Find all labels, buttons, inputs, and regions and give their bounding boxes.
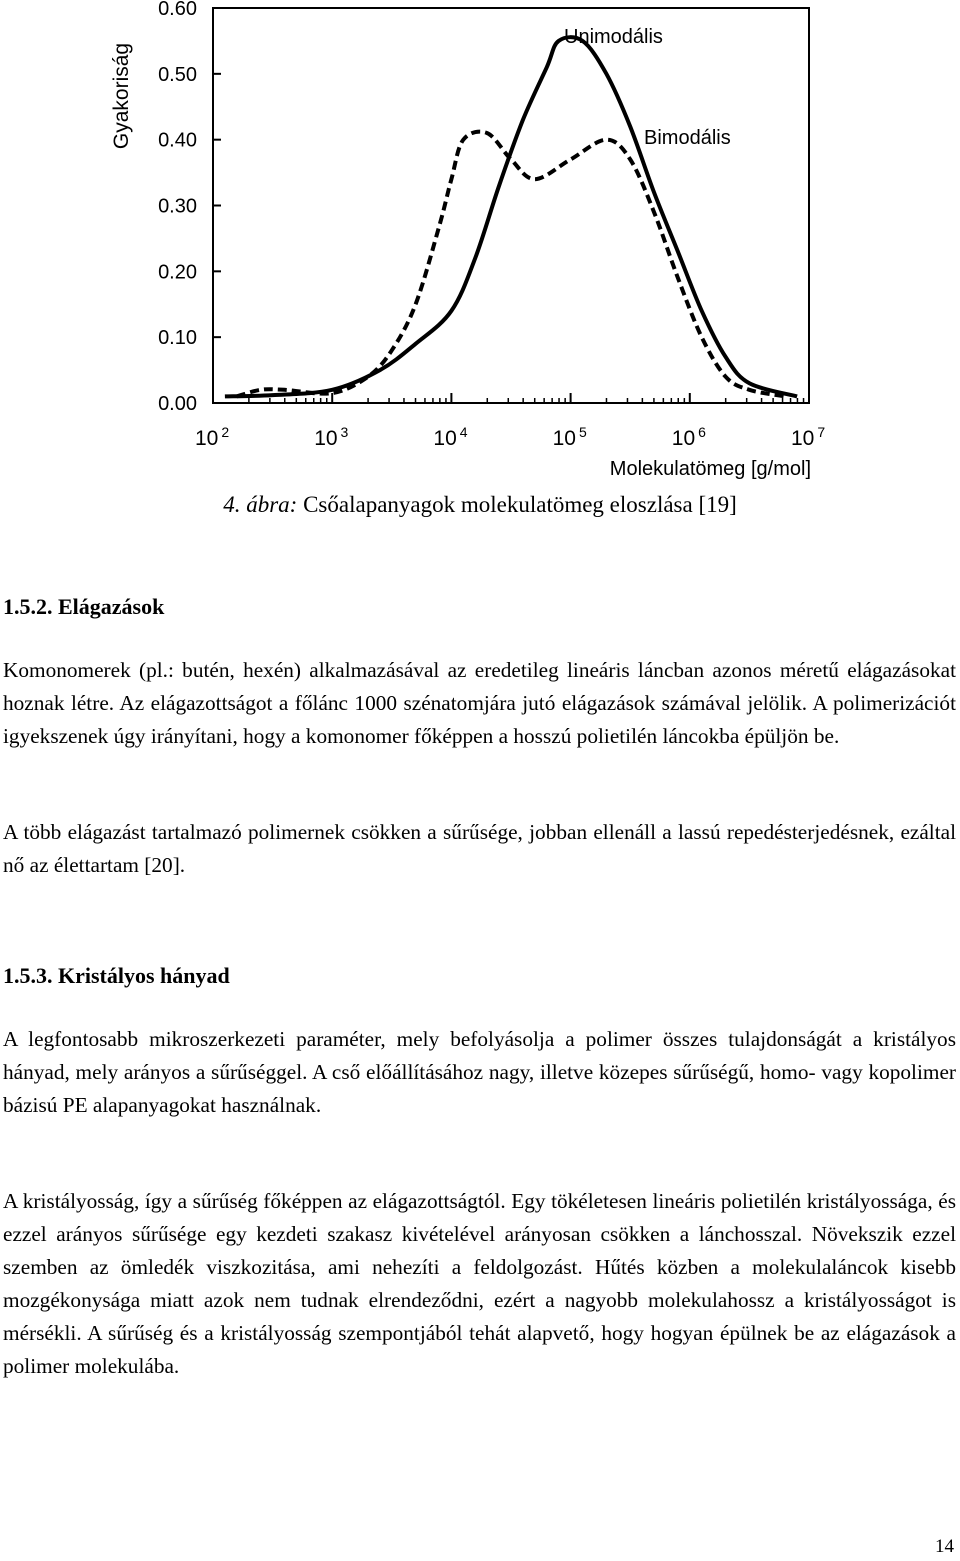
paragraph: Komonomerek (pl.: butén, hexén) alkalmazásával az eredetileg lineáris láncban azonos méretű elágazásokat hoznak létre. Az elágazottságot a főlánc 1000 szénatomjára jutó elágazások számával jelölik. A polimerizációt igyekszenek úgy irányítani, hogy a komonomer főképpen a hosszú polietilén láncokba épüljön be. xyxy=(3,658,956,749)
y-axis-ticks xyxy=(158,0,221,415)
x-tick-label: 10 $^2$ xyxy=(195,424,230,450)
y-tick-label: 0.50 xyxy=(158,63,197,86)
series-unimodal-line xyxy=(225,37,797,396)
paragraph: A kristályosság, így a sűrűség főképpen az elágazottságtól. Egy tökéletesen lineáris polietilén kristályossága, és ezzel arányos sűrűsége egy kezdeti szakasz kivételével arányosan csökken a lánchosszal. Növekszik ezzel szemben az ömledék viszkozitása, ami nehezíti a feldolgozást. Hűtés közben a molekulaláncok kisebb mozgékonysága miatt azok nem tudnak elrendeződni, ezért a nagyobb molekulahossz a kristályosságot is mérsékli. A sűrűség és a kristályosság szempontjából tehát alapvető, hogy hogyan épülnek be az elágazások a polimer molekulába. xyxy=(3,1189,956,1379)
series-group xyxy=(225,37,797,396)
x-tick-label: 10 $^7$ xyxy=(791,424,826,450)
y-tick-label: 0.10 xyxy=(158,327,197,350)
figure-caption xyxy=(0,492,960,518)
series-bimodal-line xyxy=(237,132,785,397)
annotation-unimodal: Unimodális xyxy=(564,26,663,48)
y-tick-label: 0.30 xyxy=(158,195,197,218)
annotation-bimodal: Bimodális xyxy=(644,127,731,149)
paragraph: A több elágazást tartalmazó polimernek csökken a sűrűsége, jobban ellenáll a lassú repedésterjedésnek, ezáltal nő az élettartam [20]. xyxy=(3,820,956,878)
x-axis-ticks xyxy=(195,393,825,450)
y-tick-label: 0.60 xyxy=(158,0,197,20)
y-tick-label: 0.40 xyxy=(158,129,197,152)
page-number: 14 xyxy=(935,1536,954,1557)
x-tick-label: 10 $^6$ xyxy=(671,424,706,450)
paragraph: A legfontosabb mikroszerkezeti paraméter, mely befolyásolja a polimer összes tulajdonságát a kristályos hányad, mely arányos a sűrűséggel. A cső előállításához nagy, illetve közepes sűrűségű, homo- vagy kopolimer bázisú PE alapanyagokat használnak. xyxy=(3,1027,956,1118)
y-axis-label: Gyakoriság xyxy=(110,42,133,150)
y-tick-label: 0.20 xyxy=(158,261,197,284)
caption-label: 4. ábra: xyxy=(223,492,298,517)
section-heading-crystallinity: 1.5.3. Kristályos hányad xyxy=(3,963,230,988)
x-tick-label: 10 $^5$ xyxy=(552,424,587,450)
section-heading-branching: 1.5.2. Elágazások xyxy=(3,594,165,619)
x-axis-label: Molekulatömeg [g/mol] xyxy=(609,458,811,480)
y-tick-label: 0.00 xyxy=(158,393,197,415)
x-tick-label: 10 $^4$ xyxy=(433,424,468,450)
x-tick-label: 10 $^3$ xyxy=(314,424,349,450)
molecular-weight-chart xyxy=(0,0,960,490)
caption-text: Csőalapanyagok molekulatömeg eloszlása [19] xyxy=(297,492,737,517)
